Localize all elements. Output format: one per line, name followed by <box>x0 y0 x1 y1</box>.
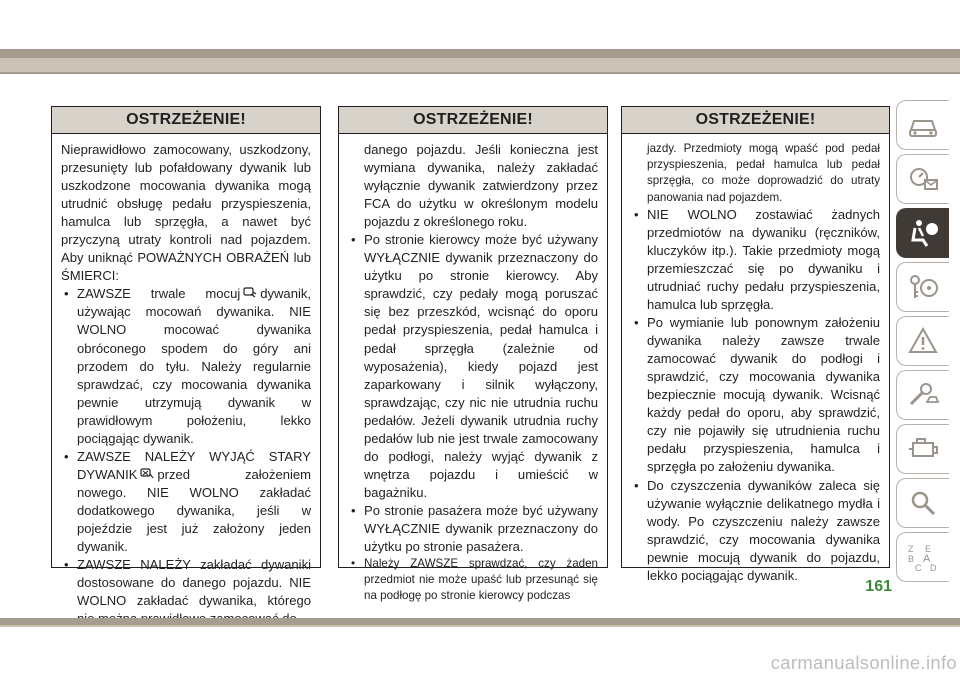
wrench-car-icon <box>905 378 941 412</box>
warning-header-3: OSTRZEŻENIE! <box>622 107 889 134</box>
list-item-continued: jazdy. Przedmioty mogą wpaść pod pedał przyspieszenia, pedał hamulca lub pedał sprzęgła, co może doprowadzić do utraty panowania nad pojazdem. <box>647 142 880 204</box>
list-item-text: dywanik, używając mocowań dywanika. NIE WOLNO mocować dywanika obróconego spodem do góry ani przodem do tyłu. Należy regularnie sprawdzać, czy mocowania dywanika pewnie utrzymują dywanik w prawidłowym położeniu, lekko pociągając dywanik. <box>77 286 311 446</box>
tab-starting[interactable] <box>896 262 949 312</box>
key-steering-icon <box>905 270 941 304</box>
alphabet-index-icon <box>905 540 941 574</box>
top-band-light <box>0 58 960 72</box>
svg-text:B: B <box>908 554 915 564</box>
svg-text:A: A <box>923 553 931 565</box>
tab-car-front[interactable] <box>896 100 949 150</box>
list-item: • Po stronie kierowcy może być używany WYŁĄCZNIE dywanik przeznaczony do użytku po stronie kierowcy. Aby sprawdzić, czy pedały mogą poruszać się bez przeszkód, wcisnąć do oporu pedał przyspieszenia, pedał hamulca i pedał sprzęgła (zależnie od wyposażenia), kiedy pojazd jest zaparkowany i silnik wyłączony, sprawdzając, czy nic nie utrudnia ruchu pedałów. Jeżeli dywanik utrudnia ruchy pedałów lub nie jest trwale zamocowany do podłogi, należy wyjąć dywanik z wnętrza pojazdu i umieścić w bagażniku. <box>348 231 598 502</box>
warning-triangle-icon <box>905 324 941 358</box>
list-item: • Do czyszczenia dywaników zaleca się używanie wyłącznie delikatnego mydła i wody. Po czyszczeniu należy zawsze sprawdzić, czy mocowania dywanika pewnie mocują dywanik do pojazdu, lekko pociągając dywanik. <box>631 477 880 585</box>
tab-service[interactable] <box>896 370 949 420</box>
list-item-continued: danego pojazdu. Jeśli konieczna jest wymiana dywanika, należy zakładać wyłącznie dywanik zatwierdzony przez FCA do użytku w określonym modelu pojazdu z określonego roku. <box>364 142 598 230</box>
list-item: • Po stronie pasażera może być używany WYŁĄCZNIE dywanik przeznaczony do użytku po stronie pasażera. <box>348 502 598 556</box>
warning-list-3 <box>631 141 880 585</box>
list-item-text: ZAWSZE NALEŻY zakładać dywaniki dostosowane do danego pojazdu. NIE WOLNO zakładać dywanika, którego <box>77 557 311 609</box>
warning-body-2 <box>339 134 607 605</box>
tab-dashboard[interactable] <box>896 154 949 204</box>
list-item: • NIE WOLNO zostawiać żadnych przedmiotów na dywaniku (ręczników, kluczyków itp.). Takie przedmioty mogą przemieszczać się po dywaniku i utrudniać ruchy pedału przyspieszenia, hamulca lub sprzęgła. <box>631 206 880 314</box>
dashboard-message-icon <box>905 162 941 196</box>
tab-emergency[interactable] <box>896 316 949 366</box>
warning-body-3 <box>622 134 889 585</box>
warning-body-1 <box>52 134 320 628</box>
seat-airbag-icon <box>905 216 941 250</box>
list-item <box>61 448 311 556</box>
car-front-icon <box>905 108 941 142</box>
floor-mat-remove-icon <box>139 468 155 480</box>
tab-index[interactable] <box>896 532 949 582</box>
list-item-text: przed założeniem nowego. NIE WOLNO zakładać dodatkowego dywanika, jeśli w pojeździe jest już założony jeden dywanik. <box>77 466 311 555</box>
list-item-text: ZAWSZE trwale mocuj <box>77 286 241 302</box>
warning-intro: Nieprawidłowo zamocowany, uszkodzony, przesunięty lub pofałdowany dywanik lub uszkodzone mocowania dywanika mogą utrudnić obsługę pedału przyspieszenia, hamulca lub sprzęgła, a nawet być przyczyną utraty kontroli nad pojazdem. Aby uniknąć POWAŻNYCH OBRAŻEŃ lub ŚMIERCI: <box>61 142 311 284</box>
list-item <box>61 285 311 447</box>
svg-text:C: C <box>915 563 922 573</box>
magnifier-icon <box>905 486 941 520</box>
list-item-text: ZAWSZE NALEŻY WYJĄĆ STARY DYWANIK <box>77 448 311 482</box>
engine-icon <box>905 432 941 466</box>
list-item: • Należy ZAWSZE sprawdzać, czy żaden przedmiot nie może upaść lub przesunąć się na podłogę po stronie kierowcy podczas <box>348 556 598 605</box>
warning-list-1 <box>61 285 311 628</box>
warning-list-2 <box>348 141 598 605</box>
top-band-line <box>0 72 960 74</box>
warning-box-2 <box>338 106 608 603</box>
svg-text:Z: Z <box>908 544 914 554</box>
warning-header-2: OSTRZEŻENIE! <box>339 107 607 134</box>
bottom-band-line <box>0 625 960 627</box>
watermark-text: carmanualsonline.info <box>770 652 957 673</box>
tab-safety[interactable] <box>896 208 949 258</box>
top-band-dark <box>0 49 960 58</box>
list-item: • Po wymianie lub ponownym założeniu dywanika należy zawsze trwale zamocować dywanik do podłogi i sprawdzić, czy mocowania dywanika bezpiecznie mocują dywanik. Wcisnąć każdy pedał do oporu, aby sprawdzić, czy nie pojawiły się utrudnienia ruchu pedału przyspieszenia, hamulca i sprzęgła po założeniu dywanika. <box>631 314 880 476</box>
warning-box-1 <box>51 106 321 609</box>
floor-mat-symbol-icon <box>242 287 258 299</box>
warning-header-1: OSTRZEŻENIE! <box>52 107 320 134</box>
tab-search[interactable] <box>896 478 949 528</box>
svg-text:D: D <box>930 563 937 573</box>
warning-box-3 <box>621 106 890 583</box>
page-number: 161 <box>865 578 892 595</box>
tab-specs[interactable] <box>896 424 949 474</box>
bottom-band-dark <box>0 618 960 625</box>
svg-text:E: E <box>925 544 932 554</box>
